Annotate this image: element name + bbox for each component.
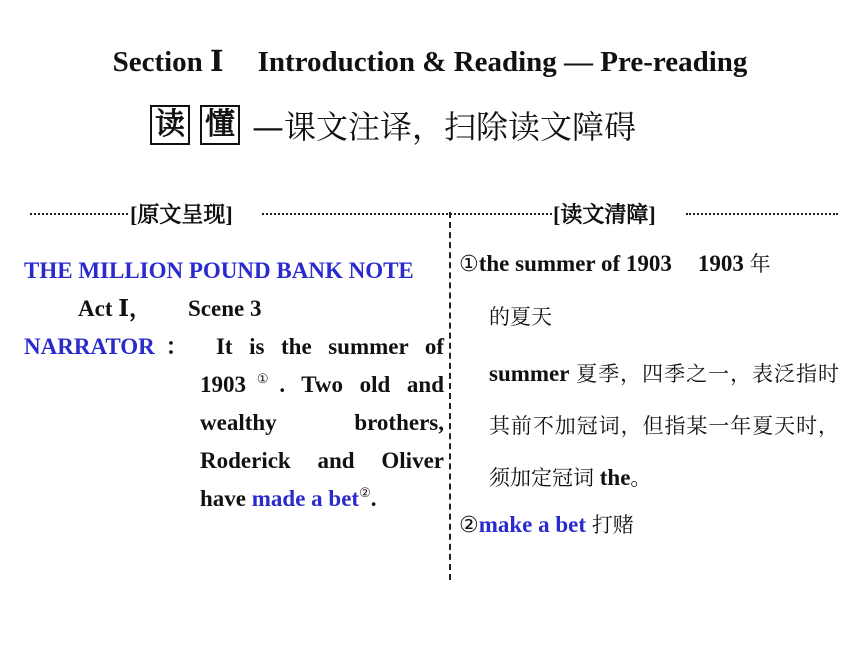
speaker-colon: ： [154, 334, 200, 359]
dotted-rule-middle [262, 213, 552, 215]
note-1-translation-text: 的夏天 [489, 305, 552, 329]
text-line-1: It is the summer of [215, 334, 444, 359]
act-label: Act Ⅰ， [78, 296, 152, 321]
text-line-5-end: . [370, 486, 377, 511]
original-text-column [24, 252, 444, 518]
play-title: THE MILLION POUND BANK NOTE [24, 258, 414, 283]
text-line-5 [200, 480, 444, 518]
scene-label: Scene 3 [188, 296, 262, 321]
original-text-label: [原文呈现] [130, 198, 233, 229]
dotted-rule-right [686, 213, 838, 215]
narrator-text-block [24, 366, 444, 518]
section-title [0, 44, 860, 79]
notes-column [459, 243, 839, 547]
subtitle-text: —课文注译，扫除读文障碍 [252, 108, 637, 146]
note-1-year-char: 年 [749, 252, 771, 276]
clarification-label: [读文清障] [553, 198, 656, 229]
dotted-rule-left-a [30, 213, 140, 215]
highlight-phrase: made a bet [251, 486, 360, 511]
text-line-5-start: have [200, 486, 252, 511]
section-heading: Introduction & Reading — Pre-reading [257, 46, 748, 78]
note-1-end: 。 [630, 466, 652, 490]
column-header-row [0, 198, 860, 230]
speaker-name: NARRATOR [24, 334, 155, 359]
text-line-2 [200, 366, 444, 404]
text-line-2-rest: . Two old and [279, 372, 445, 397]
note-marker-2: ② [359, 485, 371, 500]
note-1-keyword: summer [489, 361, 570, 386]
note-marker-1: ① [246, 371, 280, 386]
note-1 [459, 243, 839, 286]
note-1-translation [459, 296, 839, 338]
note-2-translation: 打赌 [591, 513, 634, 537]
act-scene-line [24, 290, 444, 328]
note-1-number: ① [459, 252, 479, 277]
note-2-phrase: make a bet [478, 512, 587, 537]
note-1-explanation [459, 348, 839, 504]
boxed-char-read: 读 [150, 105, 190, 145]
subtitle-bar [150, 102, 636, 148]
note-1-article: the [599, 465, 631, 490]
year-text: 1903 [200, 372, 246, 397]
note-1-year: 1903 [697, 251, 744, 276]
column-divider [449, 212, 451, 580]
text-line-3: wealthy brothers, [200, 410, 444, 435]
note-1-phrase: the summer of 1903 [478, 251, 672, 276]
note-2-number: ② [459, 513, 479, 538]
section-number: Section Ⅰ [112, 46, 224, 78]
note-2 [459, 504, 839, 547]
boxed-char-understand: 懂 [200, 105, 240, 145]
narrator-line [24, 328, 444, 366]
note-1-explanation-text: 夏季，四季之一，表泛指时其前不加冠词，但指某一年夏天时，须加定冠词 [489, 362, 840, 490]
text-line-4: Roderick and Oliver [200, 448, 444, 473]
